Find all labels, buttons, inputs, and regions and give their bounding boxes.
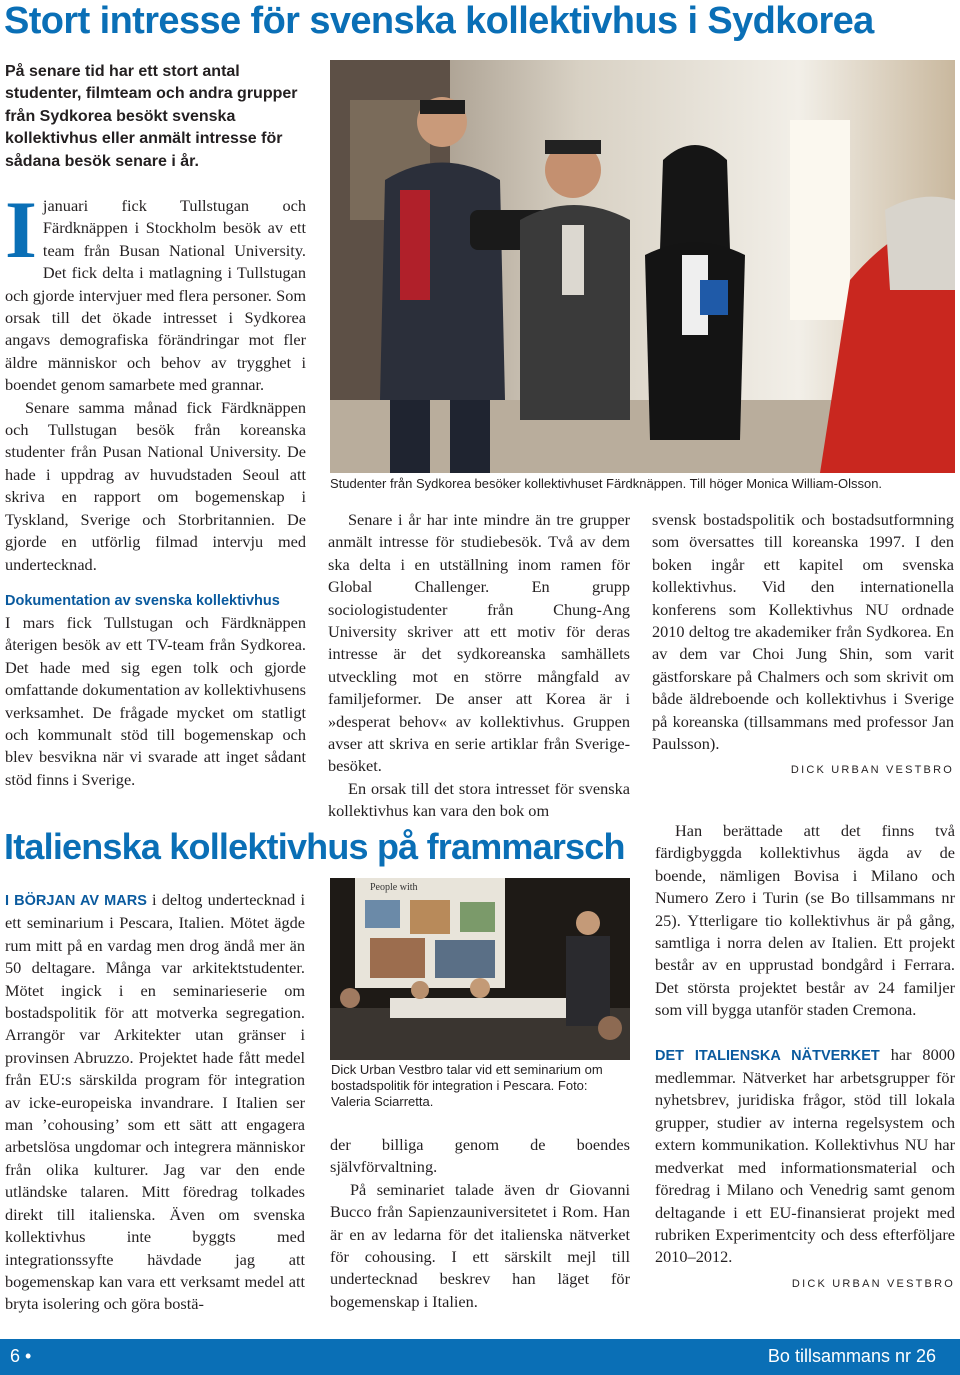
magazine-name: Bo tillsammans nr 26 — [767, 1346, 936, 1366]
article2-column-1 — [5, 889, 305, 1316]
lead-in: I BÖRJAN AV MARS — [5, 893, 147, 909]
photo-illustration — [330, 878, 630, 1060]
paragraph-text: har 8000 medlemmar. Nätverket har arbetsgrupper för nyhetsbrev, juridiska frågor, stöd till lokala grupper, studier av interna regelsystem och extern kommunikation. Kollektivhus NU har medverkat med informationsmaterial och föredrag i Milano och Venedrig samt genom deltagande i ett EU-finansierat projekt med rubriken Experimentcity och dess efterföljare 2010–2012. — [655, 1044, 955, 1267]
paragraph: der billiga genom de boendes självförvaltning. — [330, 1135, 630, 1177]
paragraph-text: i deltog undertecknad i ett seminarium i Pescara, Italien. Mötet ägde rum mitt på en vardag men drog ändå mer än 50 deltagare. Många var arkitektstudenter. Mötet ingick i en seminarieserie om bostadspolitik för att motverka segregation. Arrangör var Arkitekter utan gränser i provinsen Abruzzo. Projektet hade fått medel från EU:s särskilda program för integration av icke-europeiska invandrare. I Italien ser man ’cohousing’ som ett sätt att engagera arbetslösa ungdomar och integrera människor från olika kulturer. Jag var den ende utländske talaren. Mitt föredrag tolkades direkt till italienska. Även om svenska kollektivhus inte byggts med integrationssyfte hävdade jag att bogemenskap kan vara ett verksamt medel att bryta isolering och göra bostä- — [5, 890, 305, 1314]
paragraph: Han berättade att det finns två färdigbyggda kollektivhus ägda av de boende, nämligen Bovisa i Milano och Numero Zero i Turin (se Bo tillsammans nr 25). Ytterligare tio kollektivhus är på gång, samtliga i norra delen av Italien. Ett projekt består av en upprustad bondgård i Ferrara. Det största projektet består av 24 familjer som vill bygga utanför staden Cremona. — [655, 821, 955, 1020]
photo-korean-students — [330, 60, 955, 473]
page-number: 6 • — [10, 1346, 32, 1366]
article1-column-1 — [5, 184, 306, 791]
paragraph — [5, 889, 305, 1316]
article-ingress: På senare tid har ett stort antal studenter, filmteam och andra grupper från Sydkorea besökt svenska kollektivhus eller anmält intresse för sådana besök senare i år. — [5, 63, 298, 170]
byline: DICK URBAN VESTBRO — [790, 764, 954, 777]
paragraph-text: januari fick Tullstugan och Färdknäppen i Stockholm besök av ett team från Busan National University. Det fick delta i matlagning i Tullstugan och gjorde intervjuer med flera personer. Som orsak till det ökade intresset i Sydkorea angavs demografiska förändringar mot fler äldre människor och behov av trygghet i boendet genom samarbete med grannar. — [5, 196, 306, 395]
lead-in: DET ITALIENSKA NÄTVERKET — [655, 1047, 880, 1064]
photo-illustration — [330, 60, 955, 473]
paragraph: svensk bostadspolitik och bostadsutformning som översattes till koreanska 1997. I den boken ingår ett kapitel om svenska kollektivhus. Vid den internationella konferens som Kollektivhus NU ordnade 2010 deltog tre akademiker från Sydkorea. En av dem var Choi Jung Shin, som varit gästforskare på Chalmers och som skrivit om både äldreboende och kollektivhus i Sverige på koreanska (tillsammans med professor Jan Paulsson). — [652, 510, 954, 754]
slide-text: People with — [370, 882, 418, 893]
paragraph — [655, 1044, 955, 1269]
paragraph: Senare i år har inte mindre än tre grupper anmält intresse för studiebesök. Två av dem ska delta i en utställning inom ramen för Global Challenger. En grupp sociologistudenter från Chung-Ang University skriver att ett motiv för deras intresse är det sydkoreanska samhällets utveckling mot en större mångfald av familjeformer. De anser att Korea är i »desperat behov« av kollektivhus. Gruppen avser att skriva en serie artiklar från Sverige-besöket. — [328, 510, 630, 776]
photo-seminar-pescara — [330, 878, 630, 1060]
paragraph: I mars fick Tullstugan och Färdknäppen återigen besök av ett TV-team från Sydkorea. Det hade med sig egen tolk och gjorde omfattande dokumentation av kollektivhusens verksamhet. De frågade mycket om statligt och kommunalt stöd till bogemenskap och blev besvikna när vi svarade att inget sådant stöd finns i Sverige. — [5, 612, 306, 789]
photo-caption: Dick Urban Vestbro talar vid ett seminarium om bostadspolitik för integration i Pescara. Foto: Valeria Sciarretta. — [331, 1062, 603, 1109]
article-title: Italienska kollektivhus på frammarsch — [4, 826, 625, 867]
byline: DICK URBAN VESTBRO — [791, 1277, 955, 1290]
drop-cap: I — [5, 184, 37, 275]
paragraph: En orsak till det stora intresset för svenska kollektivhus kan vara den bok om — [328, 778, 630, 821]
paragraph: På seminariet talade även dr Giovanni Bucco från Sapienzauniversitetet i Rom. Han är en av ledarna för det italienska nätverket för cohousing. I ett särskilt mejl till undertecknad beskrev han läget för bogemenskap i Italien. — [330, 1179, 630, 1311]
article2-column-3 — [655, 820, 955, 1295]
page-footer — [0, 1339, 960, 1375]
article1-column-2 — [328, 509, 630, 823]
article2-column-2 — [330, 1134, 630, 1313]
article-title: Stort intresse för svenska kollektivhus i Sydkorea — [4, 0, 874, 42]
article1-column-3 — [652, 509, 954, 782]
paragraph: Senare samma månad fick Färdknäppen och Tullstugan besök från koreanska studenter från Pusan National University. De hade i uppdrag av huvudstaden Seoul att skriva en rapport om bogemenskap i Tyskland, Sverige och Storbritannien. De gjorde en utförlig filmad intervju med undertecknad. — [5, 397, 306, 574]
photo-caption: Studenter från Sydkorea besöker kollektivhuset Färdknäppen. Till höger Monica William-Olsson. — [330, 476, 883, 491]
paragraph — [5, 184, 306, 397]
subheading: Dokumentation av svenska kollektivhus — [5, 592, 280, 609]
